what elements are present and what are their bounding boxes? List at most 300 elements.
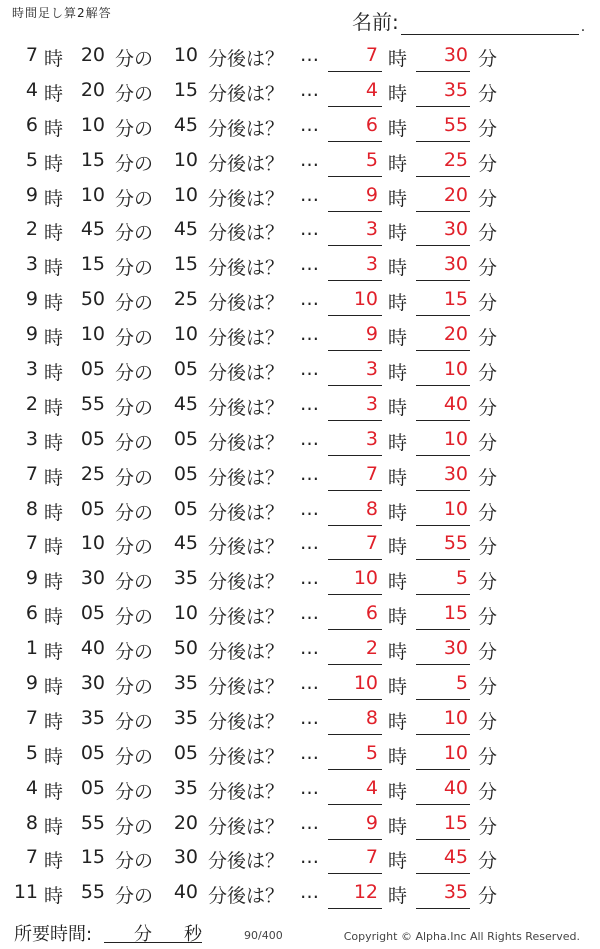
ellipsis: …: [300, 113, 319, 136]
answer-hour-unit: 時: [388, 327, 408, 350]
minute-of-label: 分の: [115, 606, 154, 629]
minutes-later-label: 分後は？: [208, 466, 285, 489]
added-minutes: 35: [173, 672, 198, 695]
start-minute: 05: [80, 497, 105, 520]
answer-hour: 4: [328, 79, 382, 107]
name-area: [352, 6, 585, 35]
problem-row: [0, 772, 600, 807]
answer-minute-unit: 分: [478, 82, 498, 105]
answer-minute: 30: [416, 463, 470, 491]
added-minutes: 10: [173, 44, 198, 66]
minute-of-label: 分の: [115, 676, 154, 699]
start-minute: 05: [80, 741, 105, 764]
ellipsis: …: [300, 253, 319, 276]
answer-minute: 30: [416, 218, 470, 246]
worksheet-title: 時間足し算2解答: [12, 6, 112, 20]
start-minute: 15: [80, 846, 105, 869]
answer-minute-unit: 分: [478, 292, 498, 315]
answer-minute-unit: 分: [478, 606, 498, 629]
answer-hour: 12: [328, 881, 382, 909]
time-minutes-label: 分: [134, 924, 152, 945]
added-minutes: 05: [173, 427, 198, 450]
answer-hour: 6: [328, 114, 382, 142]
start-minute: 05: [80, 358, 105, 381]
minute-of-label: 分の: [115, 745, 154, 768]
ellipsis: …: [300, 218, 319, 241]
start-hour: 4: [25, 776, 38, 799]
start-hour: 5: [25, 741, 38, 764]
answer-minute-unit: 分: [478, 431, 498, 454]
ellipsis: …: [300, 741, 319, 764]
minute-of-label: 分の: [115, 850, 154, 873]
added-minutes: 45: [173, 218, 198, 241]
answer-hour-unit: 時: [388, 362, 408, 385]
answer-hour-unit: 時: [388, 117, 408, 140]
start-minute: 25: [80, 462, 105, 485]
answer-minute-unit: 分: [478, 571, 498, 594]
start-hour: 1: [25, 637, 38, 660]
answer-hour-unit: 時: [388, 257, 408, 280]
answer-minute-unit: 分: [478, 327, 498, 350]
start-hour: 4: [25, 78, 38, 101]
start-minute: 40: [80, 637, 105, 660]
minutes-later-label: 分後は？: [208, 710, 285, 733]
minute-of-label: 分の: [115, 466, 154, 489]
answer-hour-unit: 時: [388, 710, 408, 733]
answer-hour: 7: [328, 463, 382, 491]
added-minutes: 25: [173, 288, 198, 311]
problem-row: [0, 318, 600, 353]
start-hour: 8: [25, 497, 38, 520]
problem-row: [0, 74, 600, 109]
problem-row: [0, 179, 600, 214]
start-hour: 7: [25, 532, 38, 555]
answer-hour-unit: 時: [388, 292, 408, 315]
hour-unit: 時: [44, 466, 64, 489]
answer-minute: 35: [416, 79, 470, 107]
ellipsis: …: [300, 323, 319, 346]
start-hour: 7: [25, 462, 38, 485]
start-minute: 15: [80, 148, 105, 171]
ellipsis: …: [300, 567, 319, 590]
answer-minute: 10: [416, 498, 470, 526]
hour-unit: 時: [44, 850, 64, 873]
ellipsis: …: [300, 462, 319, 485]
minutes-later-label: 分後は？: [208, 606, 285, 629]
problem-row: [0, 527, 600, 562]
start-minute: 10: [80, 113, 105, 136]
answer-hour-unit: 時: [388, 48, 408, 70]
answer-hour-unit: 時: [388, 222, 408, 245]
ellipsis: …: [300, 532, 319, 555]
time-seconds-label: 秒: [184, 924, 202, 945]
answer-hour: 7: [328, 846, 382, 874]
answer-hour: 3: [328, 393, 382, 421]
answer-hour-unit: 時: [388, 606, 408, 629]
hour-unit: 時: [44, 710, 64, 733]
minute-of-label: 分の: [115, 710, 154, 733]
problem-row: [0, 702, 600, 737]
problem-row: [0, 388, 600, 423]
start-hour: 3: [25, 427, 38, 450]
minutes-later-label: 分後は？: [208, 292, 285, 315]
minutes-later-label: 分後は？: [208, 48, 285, 70]
ellipsis: …: [300, 44, 319, 66]
minutes-later-label: 分後は？: [208, 187, 285, 210]
answer-minute-unit: 分: [478, 885, 498, 908]
answer-minute: 30: [416, 253, 470, 281]
minutes-later-label: 分後は？: [208, 850, 285, 873]
start-minute: 10: [80, 183, 105, 206]
answer-hour-unit: 時: [388, 536, 408, 559]
minute-of-label: 分の: [115, 327, 154, 350]
answer-hour-unit: 時: [388, 152, 408, 175]
answer-minute-unit: 分: [478, 815, 498, 838]
minute-of-label: 分の: [115, 257, 154, 280]
answer-minute: 40: [416, 393, 470, 421]
start-hour: 9: [25, 672, 38, 695]
name-line: [401, 12, 579, 35]
hour-unit: 時: [44, 431, 64, 454]
problem-row: [0, 458, 600, 493]
minutes-later-label: 分後は？: [208, 396, 285, 419]
minutes-later-label: 分後は？: [208, 257, 285, 280]
hour-unit: 時: [44, 641, 64, 664]
start-minute: 15: [80, 253, 105, 276]
answer-minute-unit: 分: [478, 396, 498, 419]
minutes-later-label: 分後は？: [208, 501, 285, 524]
minutes-later-label: 分後は？: [208, 885, 285, 908]
answer-minute-unit: 分: [478, 48, 498, 70]
problem-row: [0, 597, 600, 632]
start-minute: 35: [80, 706, 105, 729]
minutes-later-label: 分後は？: [208, 641, 285, 664]
answer-hour-unit: 時: [388, 501, 408, 524]
added-minutes: 15: [173, 78, 198, 101]
added-minutes: 05: [173, 462, 198, 485]
added-minutes: 50: [173, 637, 198, 660]
minutes-later-label: 分後は？: [208, 362, 285, 385]
name-dot: .: [580, 19, 586, 35]
answer-hour: 3: [328, 358, 382, 386]
ellipsis: …: [300, 148, 319, 171]
start-hour: 7: [25, 846, 38, 869]
hour-unit: 時: [44, 501, 64, 524]
start-hour: 9: [25, 288, 38, 311]
hour-unit: 時: [44, 362, 64, 385]
answer-hour: 8: [328, 707, 382, 735]
answer-hour-unit: 時: [388, 676, 408, 699]
answer-minute-unit: 分: [478, 850, 498, 873]
answer-hour-unit: 時: [388, 641, 408, 664]
answer-hour-unit: 時: [388, 466, 408, 489]
minute-of-label: 分の: [115, 187, 154, 210]
answer-hour: 10: [328, 672, 382, 700]
ellipsis: …: [300, 881, 319, 904]
answer-minute: 10: [416, 707, 470, 735]
minutes-later-label: 分後は？: [208, 676, 285, 699]
answer-hour: 8: [328, 498, 382, 526]
answer-minute-unit: 分: [478, 676, 498, 699]
answer-hour: 9: [328, 184, 382, 212]
start-hour: 6: [25, 113, 38, 136]
answer-minute-unit: 分: [478, 362, 498, 385]
start-minute: 05: [80, 602, 105, 625]
added-minutes: 05: [173, 741, 198, 764]
answer-minute-unit: 分: [478, 466, 498, 489]
added-minutes: 45: [173, 113, 198, 136]
minute-of-label: 分の: [115, 48, 154, 70]
hour-unit: 時: [44, 327, 64, 350]
start-hour: 3: [25, 358, 38, 381]
answer-hour-unit: 時: [388, 82, 408, 105]
minute-of-label: 分の: [115, 780, 154, 803]
minutes-later-label: 分後は？: [208, 780, 285, 803]
answer-minute: 25: [416, 149, 470, 177]
start-minute: 30: [80, 567, 105, 590]
start-hour: 9: [25, 323, 38, 346]
minutes-later-label: 分後は？: [208, 327, 285, 350]
added-minutes: 40: [173, 881, 198, 904]
added-minutes: 10: [173, 602, 198, 625]
hour-unit: 時: [44, 48, 64, 70]
minutes-later-label: 分後は？: [208, 745, 285, 768]
minute-of-label: 分の: [115, 292, 154, 315]
problem-row: [0, 39, 600, 74]
minute-of-label: 分の: [115, 362, 154, 385]
answer-minute-unit: 分: [478, 780, 498, 803]
answer-minute-unit: 分: [478, 536, 498, 559]
minute-of-label: 分の: [115, 501, 154, 524]
ellipsis: …: [300, 427, 319, 450]
answer-minute-unit: 分: [478, 710, 498, 733]
answer-hour-unit: 時: [388, 431, 408, 454]
ellipsis: …: [300, 78, 319, 101]
answer-minute: 20: [416, 184, 470, 212]
answer-minute: 15: [416, 812, 470, 840]
start-minute: 55: [80, 881, 105, 904]
start-minute: 05: [80, 427, 105, 450]
minute-of-label: 分の: [115, 396, 154, 419]
copyright: Copyright © Alpha.Inc All Rights Reserved.: [343, 930, 580, 943]
problem-row: [0, 213, 600, 248]
answer-minute: 45: [416, 846, 470, 874]
minutes-later-label: 分後は？: [208, 82, 285, 105]
ellipsis: …: [300, 637, 319, 660]
hour-unit: 時: [44, 187, 64, 210]
hour-unit: 時: [44, 815, 64, 838]
problem-row: [0, 807, 600, 842]
added-minutes: 10: [173, 323, 198, 346]
minutes-later-label: 分後は？: [208, 571, 285, 594]
minutes-later-label: 分後は？: [208, 536, 285, 559]
hour-unit: 時: [44, 885, 64, 908]
answer-hour: 9: [328, 812, 382, 840]
minute-of-label: 分の: [115, 885, 154, 908]
answer-minute: 30: [416, 637, 470, 665]
added-minutes: 15: [173, 253, 198, 276]
start-hour: 7: [25, 706, 38, 729]
start-minute: 05: [80, 776, 105, 799]
minutes-later-label: 分後は？: [208, 222, 285, 245]
problem-row: [0, 562, 600, 597]
problem-row: [0, 632, 600, 667]
answer-hour: 5: [328, 149, 382, 177]
answer-hour: 9: [328, 323, 382, 351]
start-minute: 50: [80, 288, 105, 311]
answer-minute: 5: [416, 672, 470, 700]
hour-unit: 時: [44, 292, 64, 315]
answer-hour: 2: [328, 637, 382, 665]
start-minute: 10: [80, 323, 105, 346]
minute-of-label: 分の: [115, 152, 154, 175]
minute-of-label: 分の: [115, 117, 154, 140]
problem-row: [0, 283, 600, 318]
page-counter: 90/400: [244, 929, 283, 942]
answer-minute: 30: [416, 44, 470, 72]
answer-minute: 35: [416, 881, 470, 909]
answer-minute-unit: 分: [478, 117, 498, 140]
start-minute: 10: [80, 532, 105, 555]
added-minutes: 05: [173, 358, 198, 381]
minute-of-label: 分の: [115, 641, 154, 664]
added-minutes: 05: [173, 497, 198, 520]
answer-hour: 7: [328, 44, 382, 72]
problem-row: [0, 667, 600, 702]
ellipsis: …: [300, 776, 319, 799]
start-minute: 55: [80, 392, 105, 415]
ellipsis: …: [300, 358, 319, 381]
problem-row: [0, 109, 600, 144]
hour-unit: 時: [44, 82, 64, 105]
start-hour: 6: [25, 602, 38, 625]
minute-of-label: 分の: [115, 571, 154, 594]
problem-row: [0, 353, 600, 388]
ellipsis: …: [300, 602, 319, 625]
ellipsis: …: [300, 288, 319, 311]
answer-minute: 20: [416, 323, 470, 351]
answer-hour-unit: 時: [388, 187, 408, 210]
answer-minute: 5: [416, 567, 470, 595]
added-minutes: 45: [173, 392, 198, 415]
answer-hour: 10: [328, 288, 382, 316]
answer-minute-unit: 分: [478, 501, 498, 524]
start-hour: 9: [25, 183, 38, 206]
minutes-later-label: 分後は？: [208, 117, 285, 140]
answer-hour: 3: [328, 253, 382, 281]
minute-of-label: 分の: [115, 222, 154, 245]
hour-unit: 時: [44, 152, 64, 175]
answer-hour-unit: 時: [388, 885, 408, 908]
ellipsis: …: [300, 811, 319, 834]
added-minutes: 20: [173, 811, 198, 834]
start-hour: 8: [25, 811, 38, 834]
answer-minute: 10: [416, 742, 470, 770]
problem-row: [0, 876, 600, 911]
hour-unit: 時: [44, 222, 64, 245]
time-required-label: 所要時間:: [14, 924, 93, 945]
hour-unit: 時: [44, 780, 64, 803]
answer-minute: 10: [416, 428, 470, 456]
minute-of-label: 分の: [115, 82, 154, 105]
start-hour: 2: [25, 218, 38, 241]
start-hour: 11: [13, 881, 38, 904]
ellipsis: …: [300, 497, 319, 520]
answer-minute-unit: 分: [478, 187, 498, 210]
ellipsis: …: [300, 846, 319, 869]
added-minutes: 35: [173, 776, 198, 799]
answer-hour: 10: [328, 567, 382, 595]
start-hour: 9: [25, 567, 38, 590]
answer-hour-unit: 時: [388, 780, 408, 803]
answer-hour-unit: 時: [388, 815, 408, 838]
start-minute: 20: [80, 78, 105, 101]
minutes-later-label: 分後は？: [208, 152, 285, 175]
answer-minute-unit: 分: [478, 222, 498, 245]
hour-unit: 時: [44, 606, 64, 629]
answer-hour-unit: 時: [388, 571, 408, 594]
hour-unit: 時: [44, 117, 64, 140]
start-minute: 20: [80, 44, 105, 66]
hour-unit: 時: [44, 257, 64, 280]
hour-unit: 時: [44, 676, 64, 699]
problem-row: [0, 248, 600, 283]
name-label: 名前:: [352, 10, 399, 34]
start-minute: 45: [80, 218, 105, 241]
ellipsis: …: [300, 392, 319, 415]
minutes-later-label: 分後は？: [208, 815, 285, 838]
minute-of-label: 分の: [115, 431, 154, 454]
added-minutes: 35: [173, 567, 198, 590]
start-hour: 5: [25, 148, 38, 171]
added-minutes: 35: [173, 706, 198, 729]
start-hour: 2: [25, 392, 38, 415]
answer-minute: 15: [416, 288, 470, 316]
answer-hour-unit: 時: [388, 850, 408, 873]
answer-hour-unit: 時: [388, 745, 408, 768]
problem-list: [0, 39, 600, 911]
added-minutes: 45: [173, 532, 198, 555]
hour-unit: 時: [44, 745, 64, 768]
problem-row: [0, 841, 600, 876]
answer-minute: 10: [416, 358, 470, 386]
hour-unit: 時: [44, 396, 64, 419]
problem-row: [0, 144, 600, 179]
minutes-later-label: 分後は？: [208, 431, 285, 454]
hour-unit: 時: [44, 536, 64, 559]
answer-minute: 55: [416, 532, 470, 560]
answer-hour-unit: 時: [388, 396, 408, 419]
answer-minute-unit: 分: [478, 152, 498, 175]
added-minutes: 10: [173, 183, 198, 206]
ellipsis: …: [300, 672, 319, 695]
hour-unit: 時: [44, 571, 64, 594]
problem-row: [0, 423, 600, 458]
answer-hour: 3: [328, 218, 382, 246]
answer-minute-unit: 分: [478, 641, 498, 664]
ellipsis: …: [300, 183, 319, 206]
start-minute: 55: [80, 811, 105, 834]
problem-row: [0, 493, 600, 528]
answer-hour: 6: [328, 602, 382, 630]
minute-of-label: 分の: [115, 536, 154, 559]
start-hour: 3: [25, 253, 38, 276]
answer-hour: 4: [328, 777, 382, 805]
ellipsis: …: [300, 706, 319, 729]
minute-of-label: 分の: [115, 815, 154, 838]
answer-minute: 40: [416, 777, 470, 805]
answer-hour: 7: [328, 532, 382, 560]
